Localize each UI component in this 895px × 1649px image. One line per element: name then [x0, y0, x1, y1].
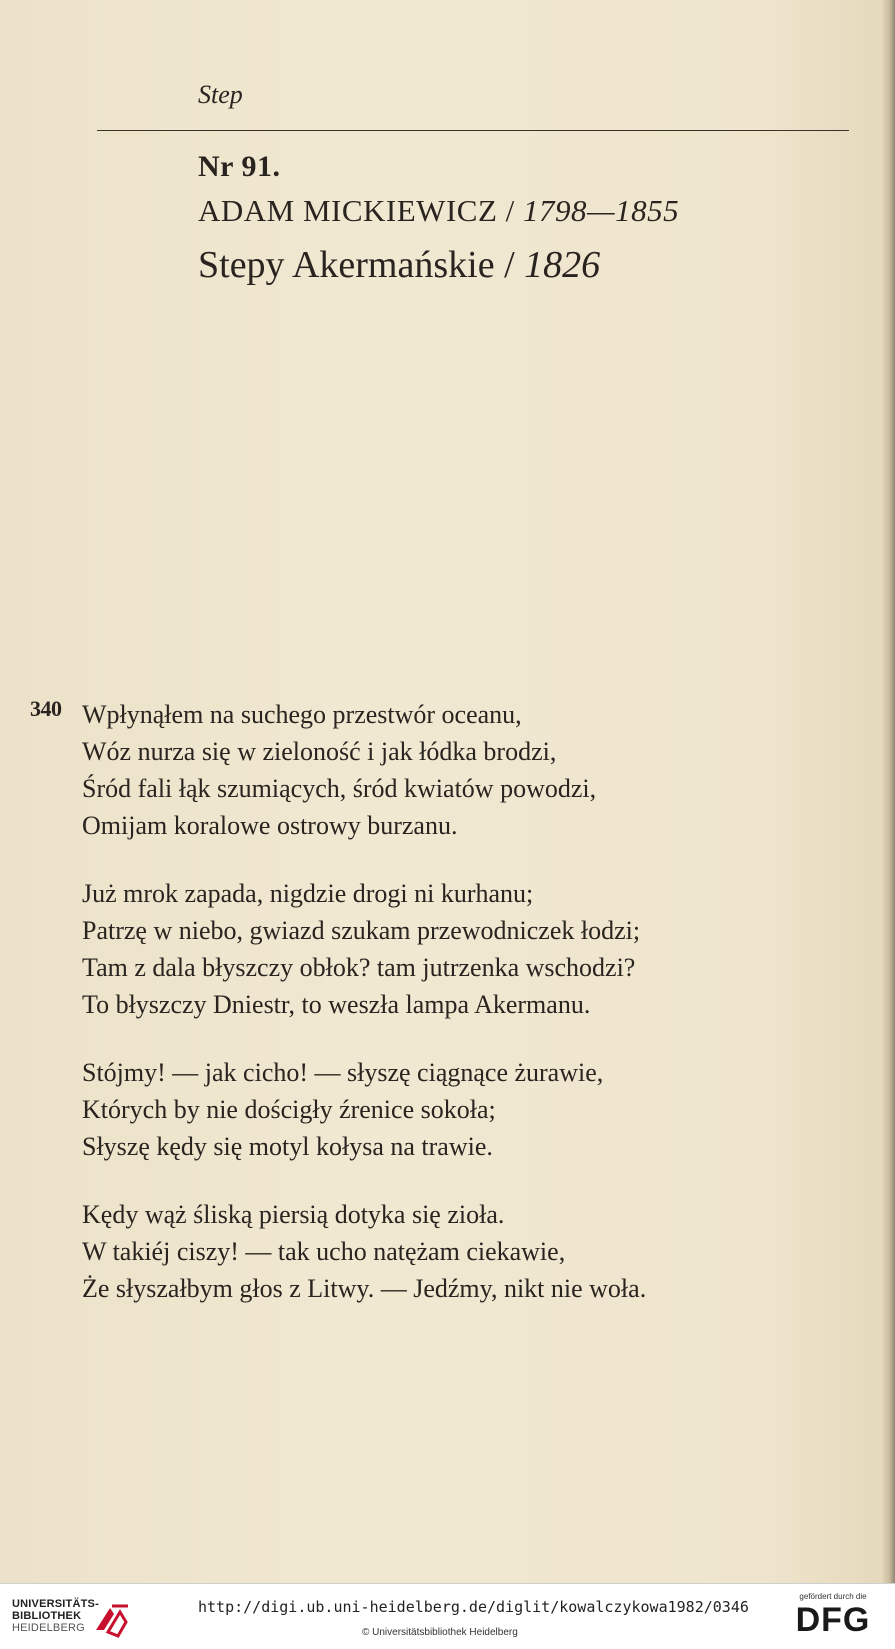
- library-name-line3: HEIDELBERG: [12, 1622, 85, 1634]
- stanza: [82, 696, 782, 844]
- poem-line: Że słyszałbym głos z Litwy. — Jedźmy, nikt nie woła.: [82, 1274, 647, 1303]
- stanza: [82, 875, 782, 1023]
- funder-note: gefördert durch die: [799, 1592, 867, 1601]
- title-separator: /: [494, 244, 525, 286]
- poem-line: Patrzę w niebo, gwiazd szukam przewodniczek łodzi;: [82, 916, 641, 945]
- poem-line: Wpłynąłem na suchego przestwór oceanu,: [82, 700, 522, 729]
- stanza: [82, 1054, 782, 1165]
- poem-title-line: [198, 243, 600, 287]
- library-emblem-icon: [92, 1600, 136, 1640]
- poem-title: Stepy Akermańskie: [198, 244, 495, 286]
- viewer-footer: [0, 1583, 895, 1649]
- author-name: ADAM MICKIEWICZ: [198, 193, 498, 228]
- author-line: [198, 193, 679, 229]
- poem-line: To błyszczy Dniestr, to weszła lampa Akermanu.: [82, 990, 591, 1019]
- poem-year: 1826: [524, 244, 601, 286]
- header-rule: [97, 130, 849, 131]
- library-name-line2: BIBLIOTHEK: [12, 1610, 82, 1622]
- poem-line: W takiéj ciszy! — tak ucho natężam ciekawie,: [82, 1237, 566, 1266]
- entry-number: Nr 91.: [198, 150, 281, 183]
- running-head: Step: [198, 80, 243, 109]
- library-logo[interactable]: [12, 1598, 162, 1640]
- author-years: 1798—1855: [523, 193, 680, 228]
- stanza: [82, 1196, 782, 1307]
- poem-line: Słyszę kędy się motyl kołysa na trawie.: [82, 1132, 493, 1161]
- poem-line: Śród fali łąk szumiących, śród kwiatów powodzi,: [82, 774, 597, 803]
- author-separator: /: [497, 193, 524, 228]
- page-number: 340: [30, 696, 62, 721]
- copyright-notice: © Universitätsbibliothek Heidelberg: [362, 1627, 518, 1638]
- library-name: [12, 1598, 99, 1634]
- poem-body: [82, 696, 782, 1338]
- poem-line: Omijam koralowe ostrowy burzanu.: [82, 811, 458, 840]
- document-url-link[interactable]: http://digi.ub.uni-heidelberg.de/diglit/kowalczykowa1982/0346: [198, 1598, 749, 1616]
- funder-name: DFG: [795, 1601, 871, 1639]
- poem-line: Wóz nurza się w zieloność i jak łódka brodzi,: [82, 737, 557, 766]
- library-name-line1: UNIVERSITÄTS-: [12, 1598, 99, 1610]
- page-edge-shadow: [881, 0, 895, 1583]
- funder-logo[interactable]: [783, 1592, 883, 1644]
- poem-line: Już mrok zapada, nigdzie drogi ni kurhanu;: [82, 879, 534, 908]
- poem-line: Tam z dala błyszczy obłok? tam jutrzenka wschodzi?: [82, 953, 636, 982]
- poem-line: Stójmy! — jak cicho! — słyszę ciągnące żurawie,: [82, 1058, 604, 1087]
- poem-line: Kędy wąż śliską piersią dotyka się zioła.: [82, 1200, 505, 1229]
- poem-line: Których by nie dościgły źrenice sokoła;: [82, 1095, 496, 1124]
